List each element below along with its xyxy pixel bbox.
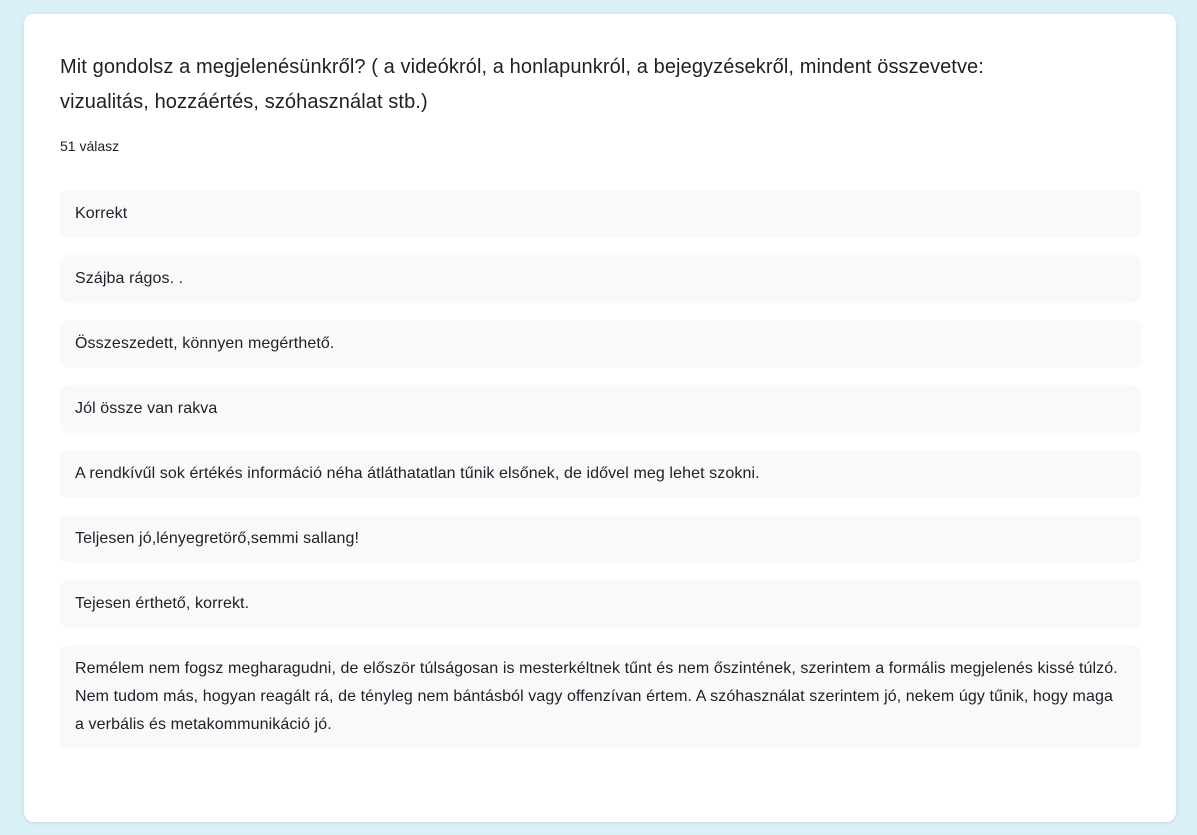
response-item: Szájba rágos. .: [60, 255, 1141, 303]
question-summary-card: [24, 14, 1176, 822]
responses-list: [60, 190, 1141, 749]
response-item: Teljesen jó,lényegretörő,semmi sallang!: [60, 515, 1141, 563]
response-item: Összeszedett, könnyen megérthető.: [60, 320, 1141, 368]
response-item: A rendkívűl sok értékés információ néha átláthatatlan tűnik elsőnek, de idővel meg lehet szokni.: [60, 450, 1141, 498]
response-item: Jól össze van rakva: [60, 385, 1141, 433]
response-count: 51 válasz: [60, 138, 120, 154]
response-item: Korrekt: [60, 190, 1141, 238]
response-item: Tejesen érthető, korrekt.: [60, 580, 1141, 628]
question-title: Mit gondolsz a megjelenésünkről? ( a videókról, a honlapunkról, a bejegyzésekről, mindent összevetve: vizualitás, hozzáértés, szóhasználat stb.): [60, 56, 984, 113]
response-item: Remélem nem fogsz megharagudni, de először túlságosan is mesterkéltnek tűnt és nem őszintének, szerintem a formális megjelenés kissé túlzó. Nem tudom más, hogyan reagált rá, de tényleg nem bántásból vagy offenzívan értem. A szóhasználat szerintem jó, nekem úgy tűnik, hogy maga a verbális és metakommunikáció jó.: [60, 645, 1141, 749]
